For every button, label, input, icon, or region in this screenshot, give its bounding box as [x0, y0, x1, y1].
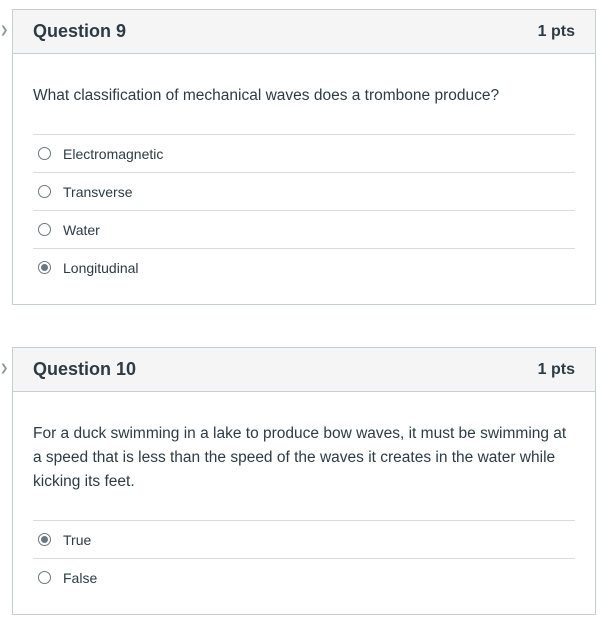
question-points: 1 pts [537, 360, 575, 378]
question-header [13, 348, 595, 392]
question-10-card [0, 347, 596, 615]
flag-icon[interactable]: ❯ [0, 363, 9, 374]
answer-label[interactable]: Water [63, 221, 100, 238]
question-points: 1 pts [537, 22, 575, 40]
answer-list [33, 520, 575, 596]
question-header [13, 10, 595, 54]
answer-option-true[interactable] [33, 520, 575, 558]
answer-option-longitudinal[interactable] [33, 248, 575, 286]
flag-icon[interactable]: ❯ [0, 25, 9, 36]
question-title: Question 9 [33, 21, 127, 41]
question-body [13, 392, 595, 596]
answer-option-water[interactable] [33, 210, 575, 248]
radio-button[interactable] [38, 571, 51, 584]
answer-option-electromagnetic[interactable] [33, 134, 575, 172]
answer-label[interactable]: Transverse [63, 183, 133, 200]
answer-label[interactable]: False [63, 569, 98, 586]
radio-button[interactable] [38, 185, 51, 198]
radio-button[interactable] [38, 147, 51, 160]
question-body [13, 54, 595, 286]
question-9-card [0, 9, 596, 305]
answer-list [33, 134, 575, 286]
question-text: For a duck swimming in a lake to produce bow waves, it must be swimming at a speed that is less than the speed of the waves it creates in the water while kicking its feet. [33, 425, 567, 490]
answer-option-false[interactable] [33, 558, 575, 596]
radio-button-selected[interactable] [38, 533, 51, 546]
answer-label[interactable]: Electromagnetic [63, 145, 164, 162]
radio-button[interactable] [38, 223, 51, 236]
radio-button-selected[interactable] [38, 261, 51, 274]
question-text: What classification of mechanical waves does a trombone produce? [33, 87, 500, 104]
question-title: Question 10 [33, 359, 137, 379]
answer-label[interactable]: Longitudinal [63, 259, 139, 276]
answer-option-transverse[interactable] [33, 172, 575, 210]
answer-label[interactable]: True [63, 531, 92, 548]
